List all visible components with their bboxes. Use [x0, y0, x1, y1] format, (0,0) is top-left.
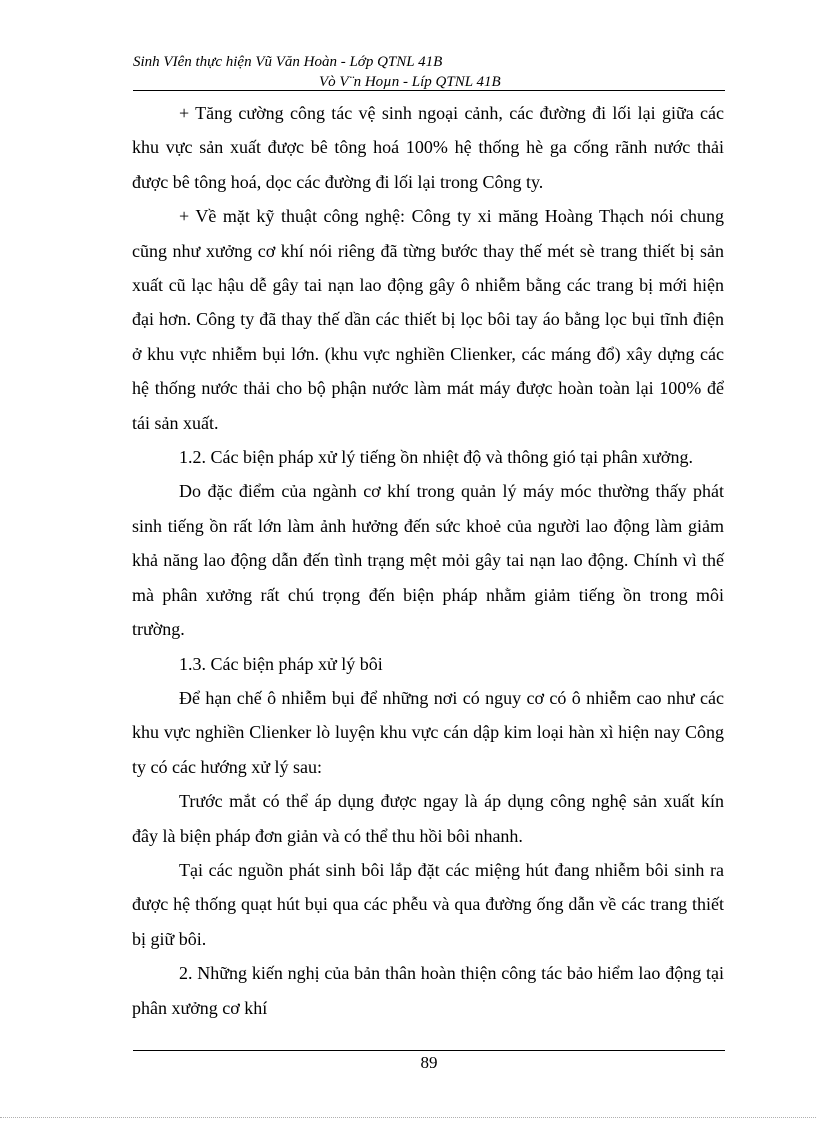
paragraph-technology: + Về mặt kỹ thuật công nghệ: Công ty xi măng Hoàng Thạch nói chung cũng như xưởng cơ khí nói riêng đã từng bước thay thế mét sè trang thiết bị sản xuất cũ lạc hậu dễ gây tai nạn lao động gây ô nhiễm bằng các trang bị mới hiện đại hơn. Công ty đã thay thế dần các thiết bị lọc bôi tay áo bằng lọc bụi tĩnh điện ở khu vực nhiễm bụi lớn. (khu vực nghiền Clienker, các máng đổ) xây dựng các hệ thống nước thải cho bộ phận nước làm mát máy được hoàn toàn lại 100% để tái sản xuất.: [132, 206, 724, 433]
footer-divider: [133, 1050, 725, 1051]
header-divider: [133, 90, 725, 91]
paragraph-closed-tech: Trước mắt có thể áp dụng được ngay là áp dụng công nghệ sản xuất kín đây là biện pháp đơn giản và có thể thu hồi bôi nhanh.: [132, 791, 724, 846]
paragraph-noise: Do đặc điểm của ngành cơ khí trong quản lý máy móc thường thấy phát sinh tiếng ồn rất lớn làm ảnh hưởng đến sức khoẻ của người lao động làm giảm khả năng lao động dẫn đến tình trạng mệt mỏi gây tai nạn lao động. Chính vì thế mà phân xưởng rất chú trọng đến biện pháp nhằm giảm tiếng ồn trong môi trường.: [132, 481, 724, 640]
paragraph-dust-intro: Để hạn chế ô nhiễm bụi để những nơi có nguy cơ có ô nhiễm cao như các khu vực nghiền Clienker lò luyện khu vực cán dập kim loại hàn xì hiện nay Công ty có các hướng xử lý sau:: [132, 687, 724, 777]
section-heading-1-2: 1.2. Các biện pháp xử lý tiếng ồn nhiệt độ và thông gió tại phân xưởng.: [179, 447, 693, 468]
header-author-line: Sinh VIên thực hiện Vũ Văn Hoàn - Lớp QTNL 41B: [133, 54, 443, 70]
header-author-line-garbled: Vò V¨n Hoµn - Líp QTNL 41B: [319, 74, 501, 90]
page-bottom-edge: [0, 1117, 816, 1118]
paragraph-suction: Tại các nguồn phát sinh bôi lắp đặt các miệng hút đang nhiễm bôi sinh ra được hệ thống quạt hút bụi qua các phễu và qua đường ống dẫn về các trang thiết bị giữ bôi.: [132, 859, 724, 949]
section-heading-2: 2. Những kiến nghị của bản thân hoàn thiện công tác bảo hiểm lao động tại phân xưởng cơ khí: [132, 963, 724, 1018]
page-number: 89: [420, 1053, 438, 1072]
section-heading-1-3: 1.3. Các biện pháp xử lý bôi: [179, 653, 383, 674]
paragraph-sanitation: + Tăng cường công tác vệ sinh ngoại cảnh, các đường đi lối lại giữa các khu vực sản xuất được bê tông hoá 100% hệ thống hè ga cống rãnh nước thải được bê tông hoá, dọc các đường đi lối lại trong Công ty.: [132, 103, 724, 192]
running-header: [133, 52, 733, 92]
page-body: [132, 96, 724, 1025]
